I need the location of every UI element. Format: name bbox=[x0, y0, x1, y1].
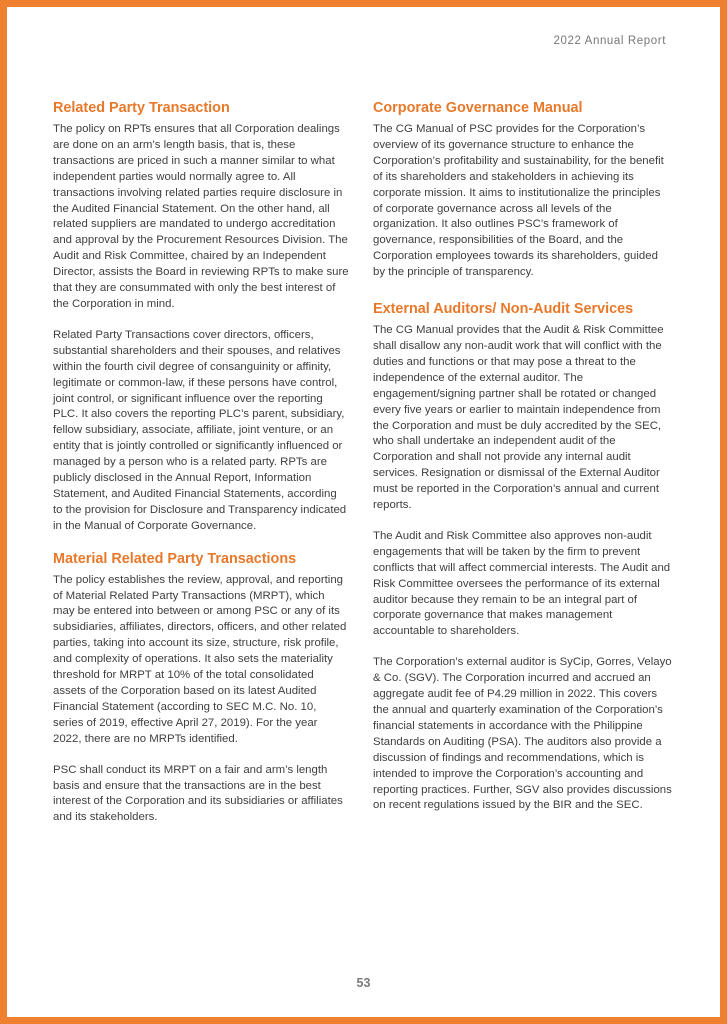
section-external-auditors bbox=[373, 299, 673, 814]
paragraph: The CG Manual of PSC provides for the Corporation’s overview of its governance structure to enhance the Corporation’s profitability and sustainability, for the benefit of its shareholders and stakeholders in achieving its corporate mission. It aims to institutionalize the principles of corporate governance across all levels of the organization. It also outlines PSC’s framework of governance, responsibilities of the Board, and the Corporation employees towards its shareholders, guided by the principle of transparency. bbox=[373, 123, 664, 279]
paragraph: The Audit and Risk Committee also approves non-audit engagements that will be taken by the firm to prevent conflicts that will affect commercial interests. The Audit and Risk Committee oversees the performance of its external auditor because they remain to be an integral part of corporate governance that makes management accountable to shareholders. bbox=[373, 529, 671, 638]
paragraph: The policy establishes the review, approval, and reporting of Material Related Party Transactions (MRPT), which may be entered into between or among PSC or any of its subsidiaries, affiliates, directors, officers, and other related parties, taking into account its size, structure, risk profile, and complexity of operations. It also sets the materiality threshold for MRPT at 10% of the total consolidated assets of the Corporation based on its latest Audited Financial Statement (according to SEC M.C. No. 10, series of 2019, effective April 27, 2019). For the year 2022, there are no MRPTs identified. bbox=[53, 573, 347, 745]
paragraph: PSC shall conduct its MRPT on a fair and arm’s length basis and ensure that the transactions are in the best interest of the Corporation and its subsidiaries or affiliates and its stakeholders. bbox=[53, 763, 343, 824]
section-heading: Corporate Governance Manual bbox=[373, 100, 583, 116]
paragraph: The Corporation’s external auditor is SyCip, Gorres, Velayo & Co. (SGV). The Corporation incurred and accrued an aggregate audit fee of P4.29 million in 2022. This covers the annual and quarterly examination of the Corporation’s financial statements in accordance with the Philippine Standards on Auditing (PSA). The auditors also provide a discussion of findings and recommendations, which is intended to improve the Corporation’s accounting and reporting practices. Further, SGV also provides discussions on recent regulations issued by the BIR and the SEC. bbox=[373, 656, 672, 812]
section-heading: Related Party Transaction bbox=[53, 100, 230, 116]
page-number: 53 bbox=[356, 976, 371, 990]
section-heading: Material Related Party Transactions bbox=[53, 550, 297, 567]
paragraph: The CG Manual provides that the Audit & Risk Committee shall disallow any non-audit work that will conflict with the duties and functions or that may pose a threat to the independence of the external auditor. The engagement/signing partner shall be rotated or changed every five years or earlier to maintain independence from the Corporation and must be duly accredited by the SEC, who shall undertake an independent audit of the Corporation and shall not provide any internal audit services. Resignation or dismissal of the External Auditor must be reported in the Corporation’s annual and current reports. bbox=[373, 324, 664, 512]
paragraph: Related Party Transactions cover directors, officers, substantial shareholders and their spouses, and relatives within the fourth civil degree of consanguinity or affinity, legitimate or common-law, if these persons have control, joint control, or significant influence over the reporting PLC. It also covers the reporting PLC’s parent, subsidiary, fellow subsidiary, associate, affiliate, joint venture, or an entity that is jointly controlled or significantly influenced or managed by a person who is a related party. RPTs are publicly disclosed in the Annual Report, Information Statement, and Audited Financial Statements, according to the provision for Disclosure and Transparency indicated in the Manual of Corporate Governance. bbox=[53, 328, 347, 532]
section-corporate-governance-manual bbox=[373, 98, 673, 281]
right-column bbox=[373, 98, 673, 814]
paragraph: The policy on RPTs ensures that all Corporation dealings are done on an arm’s length basis, that is, these transactions are priced in such a manner similar to what independent parties would normally agree to. All transactions involving related parties require disclosure in the Audited Financial Statement. On the other hand, all related suppliers are mandated to undergo accreditation and approval by the Procurement Resources Division. The Audit and Risk Committee, chaired by an Independent Director, assists the Board in reviewing RPTs to make sure that they are consummated with only the best interest of the Corporation in mind. bbox=[53, 123, 349, 310]
section-related-party-transaction bbox=[53, 98, 349, 535]
left-column bbox=[53, 98, 349, 826]
section-heading: External Auditors/ Non-Audit Services bbox=[373, 301, 634, 318]
section-material-related-party-transactions bbox=[53, 549, 349, 827]
report-header-title: 2022 Annual Report bbox=[553, 35, 666, 47]
